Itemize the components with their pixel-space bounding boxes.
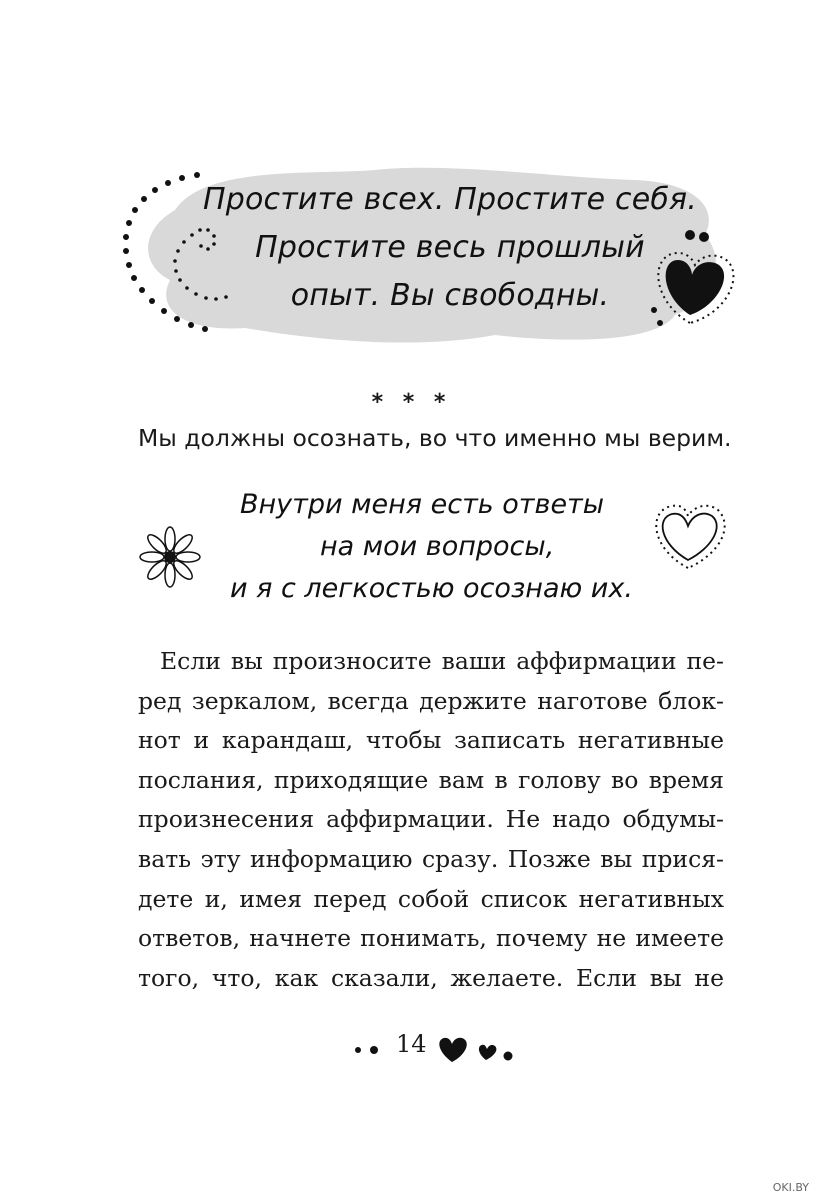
- footer-ornament: [350, 1030, 520, 1066]
- affirmation-block: [200, 484, 670, 610]
- affirmation-line: Внутри меня есть ответы: [240, 489, 605, 520]
- body-line: произнесения аффирмации. Не надо обдумы-: [138, 805, 724, 834]
- subheading: Мы должны осознать, во что именно мы верим.: [138, 424, 732, 452]
- body-line: ред зеркалом, всегда держите наготове блок-: [138, 686, 724, 715]
- page-number: 14: [396, 1030, 427, 1058]
- quote-block: [200, 176, 700, 320]
- body-line: дете и, имея перед собой список негативных: [138, 884, 724, 913]
- affirmation-line: и я с легкостью осознаю их.: [230, 573, 633, 604]
- section-separator: * * *: [371, 390, 452, 415]
- body-paragraph: [138, 642, 724, 998]
- body-line: послания, приходящие вам в голову во время: [138, 765, 724, 794]
- quote-line: Простите всех. Простите себя.: [202, 182, 698, 217]
- watermark: OKI.BY: [772, 1181, 809, 1194]
- flower-icon: [138, 525, 202, 589]
- body-line: нот и карандаш, чтобы записать негативные: [138, 726, 724, 755]
- body-line: того, что, как сказали, желаете. Если вы не: [138, 963, 724, 992]
- affirmation-line: на мои вопросы,: [320, 531, 555, 562]
- body-line: Если вы произносите ваши аффирмации пе-: [160, 647, 724, 675]
- body-line: ответов, начнете понимать, почему не имеете: [138, 924, 724, 953]
- quote-line: Простите весь прошлый: [255, 230, 645, 265]
- body-line: вать эту информацию сразу. Позже вы прися-: [138, 844, 724, 873]
- quote-line: опыт. Вы свободны.: [290, 278, 610, 313]
